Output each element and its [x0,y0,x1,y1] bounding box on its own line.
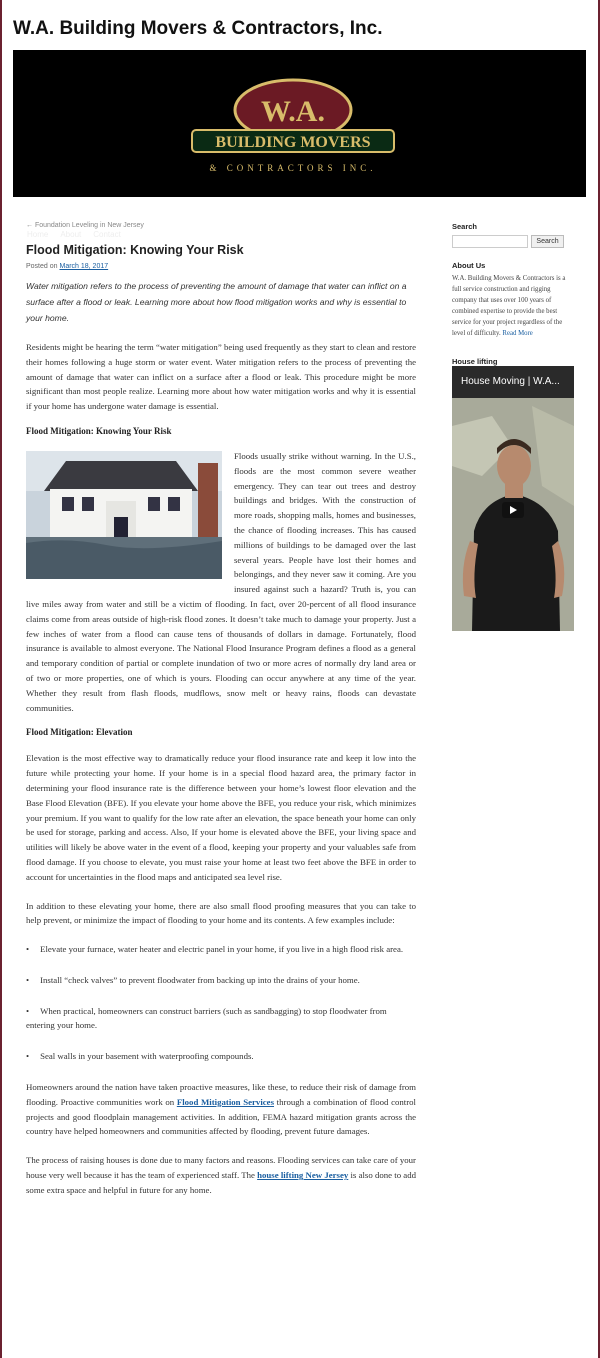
flood-mitigation-services-link[interactable]: Flood Mitigation Services [176,1096,275,1107]
paragraph-5: Homeowners around the nation have taken proactive measures, like these, to reduce their risk of damage from flooding. Proactive communities work on Flood Mitigation Services through a combination of flood control projects and good floodplain management activities. In addition, FEMA hazard mitigation grants across the country have helped homeowners and communities affected by flooding, prevent future damages. [26,1082,417,1137]
paragraph-4: In addition to these elevating your home, there are also small flood proofing measures that you can take to help prevent, or minimize the impact of flooding to your home and its contents. A few examples include: [26,900,416,926]
paragraph-3: Elevation is the most effective way to dramatically reduce your flood insurance rate and keep it low into the future while protecting your home. If your home is in a special flood hazard area, the primary factor in determining your flood insurance rate is the difference between your home’s lowest floor elevation and the Base Flood Elevation (BFE). If you elevate your home above the BFE, you reduce your risk, which minimizes your premium. If you want to qualify for the low rate after an elevation, the space beneath your home can only be used for storage, parking and access. Also, If your home is elevated above the BFE, your living space and utilities will likely be above water in the event of a flood, keeping your property and your valuables safe from flood damage. If you choose to elevate, you must raise your home at least two feet above the BFE in order to account for uncertainties in the flood maps and anticipated sea level rise. [26,753,416,882]
posted-prefix: Posted on [26,263,58,270]
video-player[interactable] [452,366,574,631]
heading-knowing-risk: Flood Mitigation: Knowing Your Risk [26,425,172,436]
post-content [26,222,416,1198]
search-input[interactable] [452,235,528,248]
post-meta [26,263,416,270]
paragraph-2: Floods usually strike without warning. In the U.S., floods are the most common severe weather emergency. They can tear out trees and destroy buildings and bridges. With the construction of more roads, shopping malls, homes and businesses, the chance of flooding increases. This has caused millions of buildings to be damaged over the last several years. People have lost their homes and belongings, and they never saw it coming. Are you insured against such a hazard? Truth is, you can live miles away from water and still be a victim of flooding. In fact, over 20-percent of all flood insurance claims come from areas outside of high-risk flood zones. It doesn’t take much to damage your property. Just a few inches of water from a flood can cause tens of thousands of dollars in damage. Fortunately, flood insurance is available to almost everyone. The National Flood Insurance Program defines a flood as a general and temporary condition of partial or complete inundation of two or more acres of normally dry land area or of two or more properties, one of which is yours. Flooding can occur anywhere at any time of the year. Whether they result from flash floods, mudflows, snow melt or heavy rains, floods can devastate communities. [26,450,416,713]
flood-section [26,449,416,715]
search-heading: Search [452,222,478,231]
search-button[interactable]: Search [531,235,564,248]
logo-line1: BUILDING MOVERS [215,134,371,151]
paragraph-1: Residents might be hearing the term “water mitigation” being used frequently as they start to clean and restore their homes following a huge storm or water event. Water mitigation refers to the process of preventing the amount of damage that water can inflict on a surface after a flood or leak. This procedure might be more significant than most people realize. Learning more about how water mitigation works and why it is essential if your home has undergone water damage is essential. [26,342,416,412]
nav-contact[interactable]: Contact [93,230,121,239]
post-intro: Water mitigation refers to the process of preventing the amount of damage that water can inflict on a surface after a flood or leak. Learning more about how flood mitigation works and why is essential to your home. [26,281,407,323]
nav-home[interactable]: Home [27,230,49,239]
video-heading: House lifting [452,357,498,366]
heading-elevation: Flood Mitigation: Elevation [26,727,133,738]
page-border-left [0,0,2,1358]
post-title: Flood Mitigation: Knowing Your Risk [26,243,244,257]
sidebar [452,222,574,387]
previous-post-link[interactable]: ← Foundation Leveling in New Jersey [26,222,144,229]
post-date-link[interactable]: March 18, 2017 [59,263,109,270]
list-item: • When practical, homeowners can construct barriers (such as sandbagging) to stop floodwater from entering your home. [26,1005,387,1031]
read-more-link[interactable]: Read More [502,330,533,337]
flooded-house-image [26,451,222,579]
play-icon [502,502,524,518]
list-item: • Install “check valves” to prevent floodwater from backing up into the drains of your home. [26,974,360,985]
list-item: • Seal walls in your basement with waterproofing compounds. [26,1051,254,1062]
site-title[interactable]: W.A. Building Movers & Contractors, Inc. [13,18,383,39]
company-logo[interactable] [178,55,408,175]
paragraph-6: The process of raising houses is done due to many factors and reasons. Flooding services can take care of your house very well because it has the team of experienced staff. The house lifting New Jersey is also done to add some extra space and helpful in future for any home. [26,1155,417,1195]
list-item: • Elevate your furnace, water heater and electric panel in your home, if you live in a high flood risk area. [26,944,404,955]
logo-line2: & CONTRACTORS INC. [209,163,377,173]
search-form [452,235,574,248]
video-thumbnail [452,366,574,631]
house-lifting-nj-link[interactable]: house lifting New Jersey [257,1170,349,1181]
about-text: W.A. Building Movers & Contractors is a full service construction and rigging company that uses over 100 years of combined expertise to provide the best service for your project regardless of the level of difficulty. Read More [452,275,566,337]
logo-main-text: W.A. [261,95,325,128]
nav-about[interactable]: About [60,230,82,239]
video-title[interactable]: House Moving | W.A... [461,376,560,387]
about-heading: About Us [452,261,486,270]
